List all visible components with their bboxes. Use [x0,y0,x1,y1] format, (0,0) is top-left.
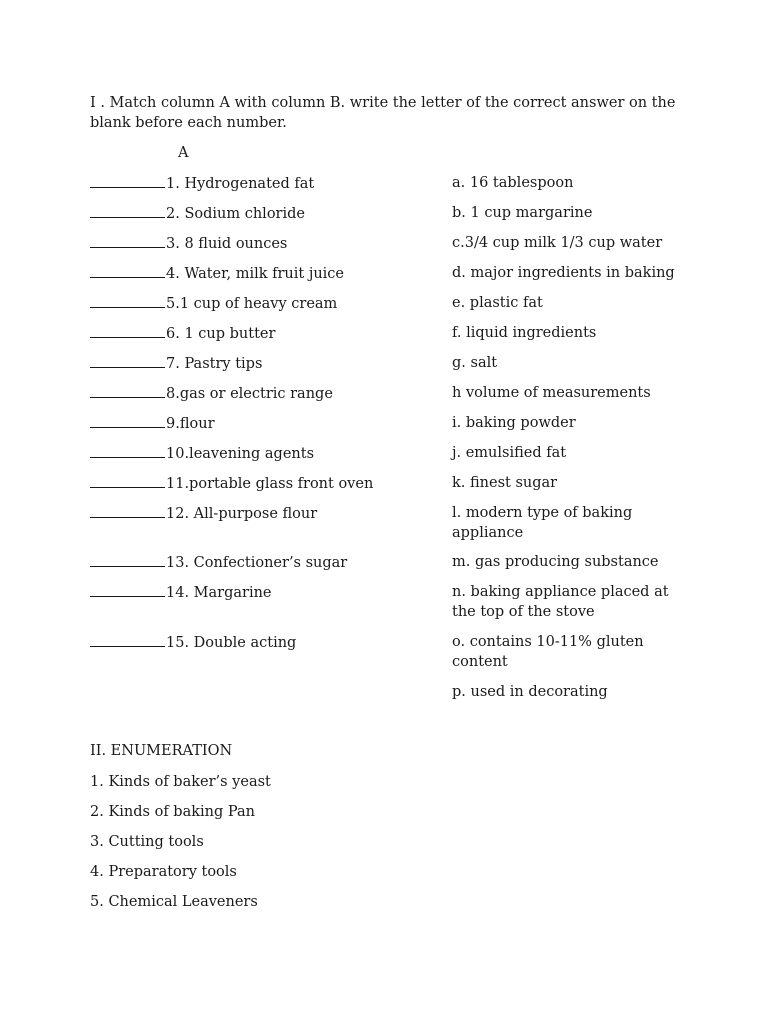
column-b-item-o: o. contains 10-11% gluten content [452,634,644,670]
answer-blank-6[interactable] [90,323,165,338]
answer-blank-9[interactable] [90,413,165,428]
column-b-item-c: c.3/4 cup milk 1/3 cup water [452,235,663,251]
enumeration-item-1: 1. Kinds of baker’s yeast [90,774,271,790]
column-a-item-13: 13. Confectioner’s sugar [90,552,347,573]
column-b-item-k: k. finest sugar [452,475,558,491]
enumeration-item-3: 3. Cutting tools [90,834,204,850]
answer-blank-7[interactable] [90,353,165,368]
column-a-item-5: 5.1 cup of heavy cream [90,293,337,314]
column-a-item-14: 14. Margarine [90,582,272,603]
column-b-item-i: i. baking powder [452,415,576,431]
column-b-item-h: h volume of measurements [452,385,651,401]
part1-instruction: I . Match column A with column B. write the letter of the correct answer on the blank before each number. [90,95,676,131]
answer-blank-10[interactable] [90,443,165,458]
column-b-item-l: l. modern type of baking appliance [452,505,633,541]
column-b-item-f: f. liquid ingredients [452,325,597,341]
column-b-item-n: n. baking appliance placed at the top of the stove [452,584,669,620]
column-a-item-15: 15. Double acting [90,632,296,653]
column-b-item-e: e. plastic fat [452,295,543,311]
column-b-item-a: a. 16 tablespoon [452,175,574,191]
answer-blank-2[interactable] [90,203,165,218]
column-b-item-b: b. 1 cup margarine [452,205,593,221]
column-a-item-9: 9.flour [90,413,215,434]
enumeration-item-2: 2. Kinds of baking Pan [90,804,255,820]
enumeration-item-5: 5. Chemical Leaveners [90,894,258,910]
answer-blank-5[interactable] [90,293,165,308]
answer-blank-8[interactable] [90,383,165,398]
answer-blank-11[interactable] [90,473,165,488]
column-a-item-4: 4. Water, milk fruit juice [90,263,344,284]
column-a-item-7: 7. Pastry tips [90,353,262,374]
column-b-item-p: p. used in decorating [452,684,608,700]
enumeration-item-4: 4. Preparatory tools [90,864,237,880]
answer-blank-3[interactable] [90,233,165,248]
column-a-item-1: 1. Hydrogenated fat [90,173,314,194]
column-b-item-j: j. emulsified fat [452,445,567,461]
column-b-item-d: d. major ingredients in baking [452,265,675,281]
column-a-item-10: 10.leavening agents [90,443,314,464]
column-a-item-3: 3. 8 fluid ounces [90,233,287,254]
column-a-item-6: 6. 1 cup butter [90,323,275,344]
column-a-item-11: 11.portable glass front oven [90,473,373,494]
column-a-label: A [178,145,189,161]
answer-blank-13[interactable] [90,552,165,567]
column-a-item-8: 8.gas or electric range [90,383,333,404]
answer-blank-4[interactable] [90,263,165,278]
column-b-item-m: m. gas producing substance [452,554,659,570]
column-b-item-g: g. salt [452,355,498,371]
column-a-item-12: 12. All-purpose flour [90,503,317,524]
answer-blank-12[interactable] [90,503,165,518]
answer-blank-1[interactable] [90,173,165,188]
column-a-item-2: 2. Sodium chloride [90,203,305,224]
answer-blank-15[interactable] [90,632,165,647]
enumeration-title: II. ENUMERATION [90,743,233,759]
answer-blank-14[interactable] [90,582,165,597]
